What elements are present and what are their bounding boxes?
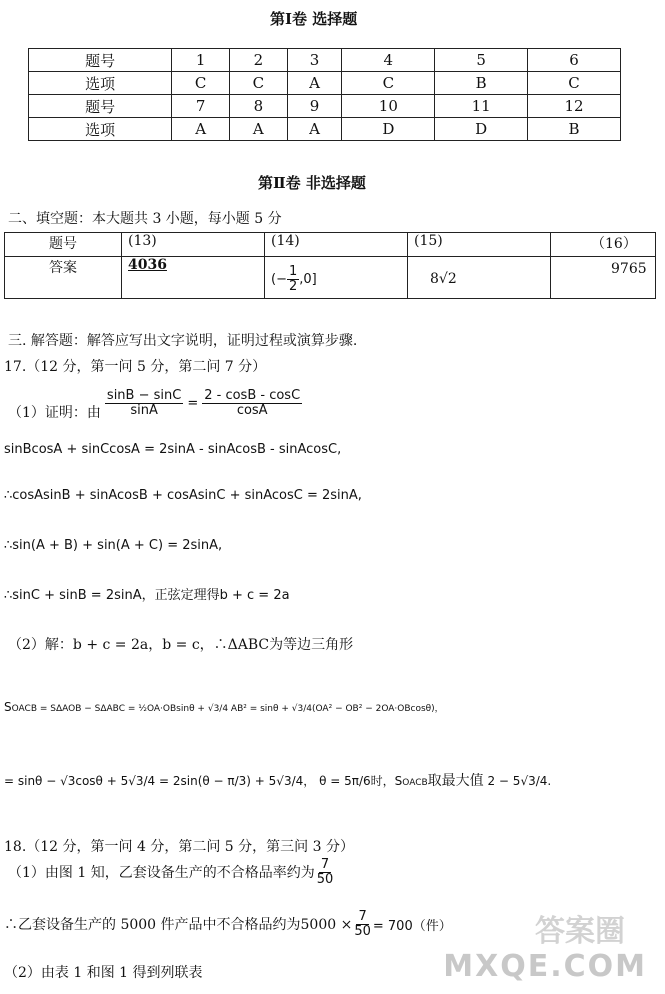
mc-row-label: 选项 bbox=[29, 72, 172, 95]
mc-cell: A bbox=[287, 118, 342, 141]
mc-cell: D bbox=[342, 118, 435, 141]
mc-row-label: 选项 bbox=[29, 118, 172, 141]
mc-cell: D bbox=[435, 118, 528, 141]
mc-cell: 1 bbox=[172, 49, 230, 72]
fill-heading: 二、填空题：本大题共 3 小题，每小题 5 分 bbox=[8, 211, 282, 227]
q17-part1: （1）证明：由 $\frac{\sin B - \sin C}{\sin A}$ = $\frac{2 - \cos B - \cos C}{\cos A}$ bbox=[8, 387, 301, 421]
mc-cell: 10 bbox=[342, 95, 435, 118]
mc-table-row bbox=[29, 118, 621, 141]
mc-cell: 9 bbox=[287, 95, 342, 118]
q18-part1: （1）由图 1 知，乙套设备生产的不合格品率约为 $\frac{7}{50}$ bbox=[8, 857, 334, 887]
mc-cell: 2 bbox=[230, 49, 288, 72]
mc-cell: C bbox=[342, 72, 435, 95]
mc-cell: 6 bbox=[528, 49, 621, 72]
fill-answer-13: 4036 bbox=[128, 257, 167, 273]
fill-answer-14: (− $\frac{1}{2}$ ,0] bbox=[265, 257, 408, 299]
mc-cell: C bbox=[528, 72, 621, 95]
part2-title: 第Ⅱ卷 非选择题 bbox=[258, 174, 366, 192]
mc-answer-table bbox=[28, 48, 621, 141]
fill-number-16: （16） bbox=[551, 233, 656, 257]
mc-cell: 11 bbox=[435, 95, 528, 118]
q17-part2: （2）解：b + c = 2a，b = c，∴ΔABC为等边三角形 bbox=[8, 637, 354, 653]
mc-cell: 12 bbox=[528, 95, 621, 118]
q17-title: 17.（12 分，第一问 5 分，第二问 7 分） bbox=[4, 359, 267, 375]
fill-number-14: (14) bbox=[265, 233, 408, 257]
mc-cell: B bbox=[528, 118, 621, 141]
fill-header-label: 题号 bbox=[5, 233, 122, 257]
mc-row-label: 题号 bbox=[29, 49, 172, 72]
fill-number-15: (15) bbox=[408, 233, 551, 257]
mc-cell: 3 bbox=[287, 49, 342, 72]
mc-cell: C bbox=[172, 72, 230, 95]
fill-answer-table bbox=[4, 232, 656, 299]
q17-line1: sinBcosA + sinCcosA = 2sinA - sinAcosB - sinAcosC, bbox=[4, 442, 342, 457]
mc-table-row bbox=[29, 72, 621, 95]
mc-table-row bbox=[29, 95, 621, 118]
fill-answer-label: 答案 bbox=[5, 257, 122, 299]
fill-answer-16: 9765 bbox=[551, 257, 656, 299]
fill-answer-15: 8√2 bbox=[408, 257, 551, 299]
q17-line4: ∴sinC + sinB = 2sinA，正弦定理得b + c = 2a bbox=[4, 588, 290, 603]
mc-cell: C bbox=[230, 72, 288, 95]
mc-row-label: 题号 bbox=[29, 95, 172, 118]
q18-part1b: ∴乙套设备生产的 5000 件产品中不合格品约为5000 × $\frac{7}{50}$ = 700（件） bbox=[4, 909, 452, 939]
q17-line3: ∴sin(A + B) + sin(A + C) = 2sinA, bbox=[4, 538, 223, 553]
q18-title: 18.（12 分，第一问 4 分，第二问 5 分，第三问 3 分） bbox=[4, 839, 354, 855]
mc-cell: 4 bbox=[342, 49, 435, 72]
mc-table-row bbox=[29, 49, 621, 72]
q17-area-formula: SOACB = SΔAOB − SΔABC = ½OA·OBsinθ + √3/4 AB² = sinθ + √3/4(OA² − OB² − 2OA·OBcosθ)， bbox=[4, 700, 444, 714]
mc-cell: A bbox=[230, 118, 288, 141]
part1-title: 第Ⅰ卷 选择题 bbox=[270, 10, 358, 28]
q17-line2: ∴cosAsinB + sinAcosB + cosAsinC + sinAcosC = 2sinA, bbox=[4, 488, 362, 503]
mc-cell: 7 bbox=[172, 95, 230, 118]
watermark-logo: 答案圈 bbox=[535, 914, 625, 949]
mc-cell: B bbox=[435, 72, 528, 95]
mc-cell: 8 bbox=[230, 95, 288, 118]
mc-cell: A bbox=[172, 118, 230, 141]
mc-cell: A bbox=[287, 72, 342, 95]
solve-heading: 三. 解答题：解答应写出文字说明，证明过程或演算步骤. bbox=[8, 333, 358, 349]
q17-max-line: = sinθ − √3cosθ + 5√3/4 = 2sin(θ − π/3) + 5√3/4， θ = 5π/6时，SOACB取最大值 2 − 5√3/4. bbox=[4, 773, 552, 789]
fill-number-13: (13) bbox=[122, 233, 265, 257]
watermark-text: MXQE.COM bbox=[443, 949, 647, 984]
mc-cell: 5 bbox=[435, 49, 528, 72]
q18-part2: （2）由表 1 和图 1 得到列联表 bbox=[4, 965, 203, 981]
